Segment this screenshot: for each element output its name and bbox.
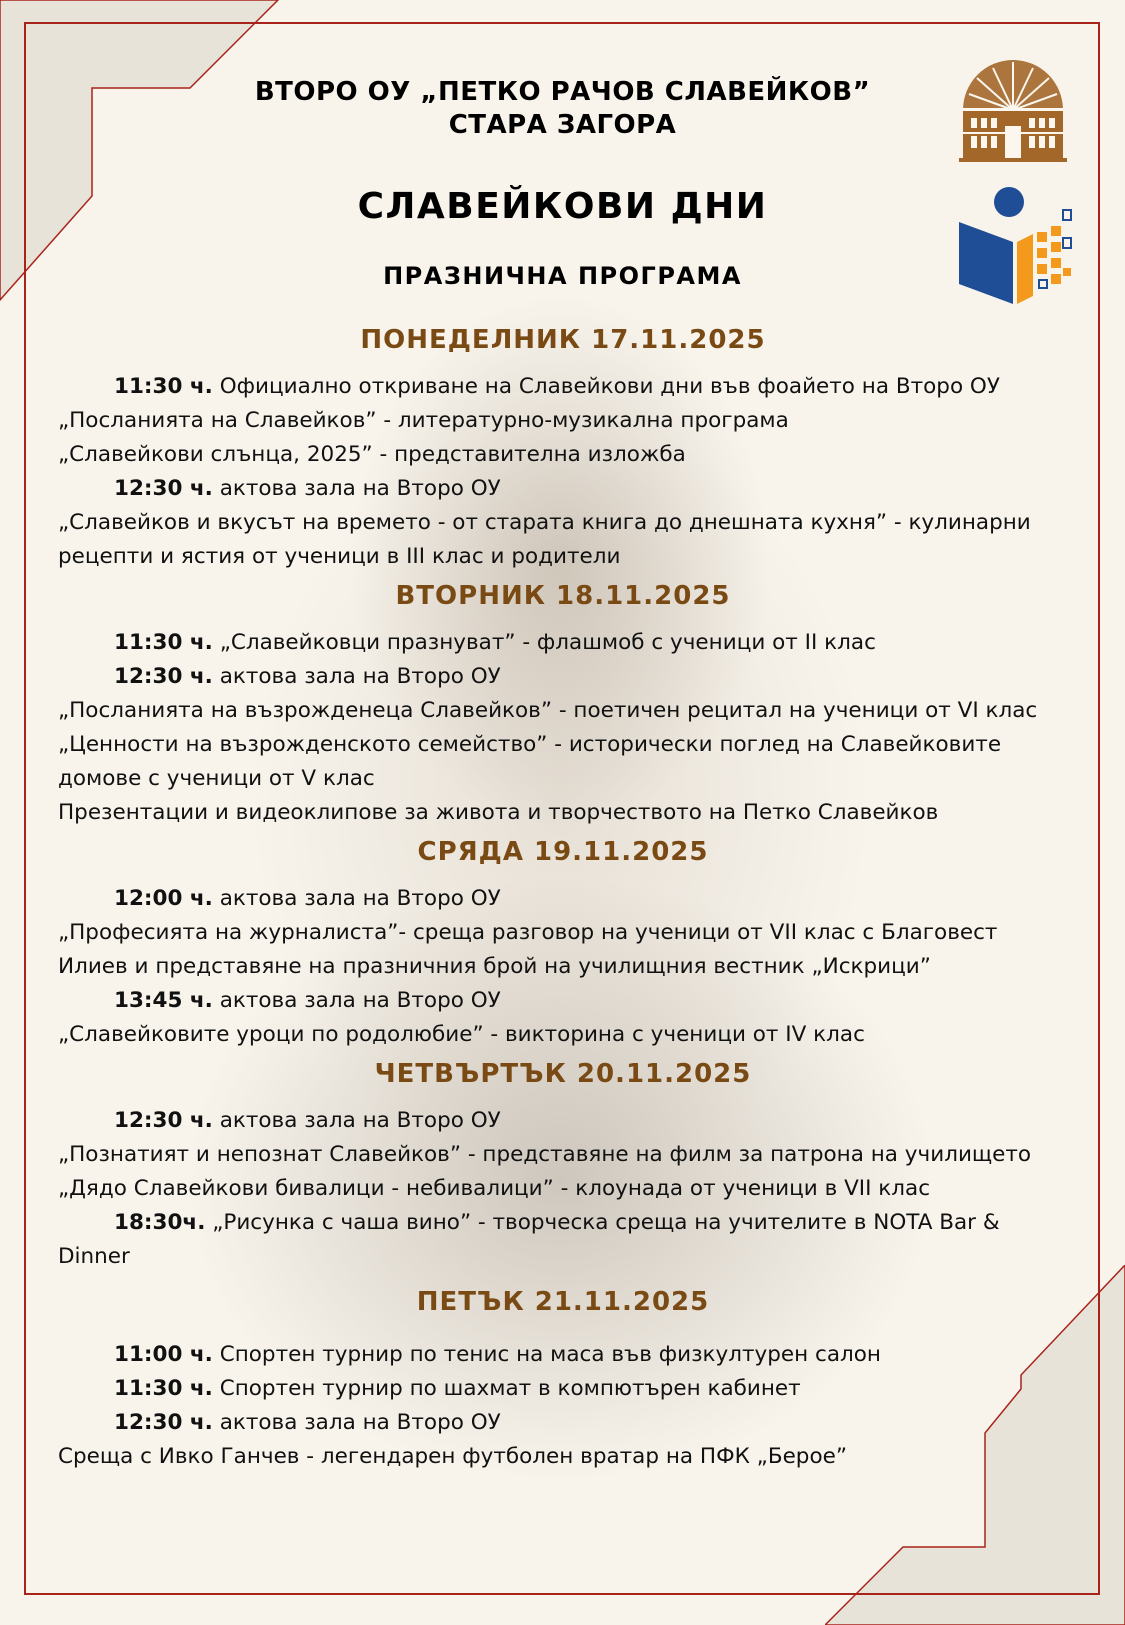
line-text: рецепти и ястия от ученици в III клас и родители	[58, 544, 621, 569]
school-header	[0, 76, 1125, 142]
program-line	[58, 404, 1068, 438]
program-line	[58, 1104, 1068, 1138]
line-text: Спортен турнир по тенис на маса във физкултурен салон	[212, 1342, 881, 1367]
day-section-monday	[58, 322, 1068, 574]
time-label: 11:30 ч.	[114, 630, 213, 655]
line-text: актова зала на Второ ОУ	[212, 1108, 501, 1133]
event-title: СЛАВЕЙКОВИ ДНИ	[357, 186, 768, 227]
line-text: „Славейковци празнуват” - флашмоб с ученици от II клас	[212, 630, 876, 655]
program-line	[58, 1240, 1068, 1274]
line-text: „Рисунка с чаша вино” - творческа среща на учителите в NOTA Bar &	[205, 1210, 1000, 1235]
time-label: 11:30 ч.	[114, 374, 213, 399]
program-line	[58, 762, 1068, 796]
line-text: актова зала на Второ ОУ	[212, 476, 501, 501]
time-label: 12:00 ч.	[114, 886, 213, 911]
program-line	[58, 540, 1068, 574]
line-text: домове с ученици от V клас	[58, 766, 375, 791]
day-title: СРЯДА 19.11.2025	[417, 837, 709, 867]
time-label: 13:45 ч.	[114, 988, 213, 1013]
line-text: актова зала на Второ ОУ	[212, 886, 501, 911]
line-text: „Познатият и непознат Славейков” - представяне на филм за патрона на училището	[58, 1142, 1032, 1167]
program-line	[58, 1406, 1068, 1440]
program-line	[58, 728, 1068, 762]
line-text: Dinner	[58, 1244, 130, 1269]
day-title: ВТОРНИК 18.11.2025	[395, 581, 731, 611]
program-title: ПРАЗНИЧНА ПРОГРАМА	[383, 262, 742, 290]
program-line	[58, 1138, 1068, 1172]
line-text: Илиев и представяне на празничния брой на училищния вестник „Искрици”	[58, 954, 931, 979]
program-line	[58, 1372, 1068, 1406]
program-line	[58, 1440, 1068, 1474]
program-line	[58, 626, 1068, 660]
program-line	[58, 506, 1068, 540]
program-line	[58, 370, 1068, 404]
line-text: актова зала на Второ ОУ	[212, 1410, 501, 1435]
program-line	[58, 1206, 1068, 1240]
program-line	[58, 438, 1068, 472]
time-label: 12:30 ч.	[114, 1410, 213, 1435]
program-line	[58, 472, 1068, 506]
school-city: СТАРА ЗАГОРА	[448, 110, 677, 140]
program-line	[58, 694, 1068, 728]
day-section-thursday	[58, 1056, 1068, 1274]
program-line	[58, 1018, 1068, 1052]
day-title: ПОНЕДЕЛНИК 17.11.2025	[360, 325, 766, 355]
line-text: Официално откриване на Славейкови дни във фоайето на Второ ОУ	[212, 374, 1000, 399]
line-text: „Славейков и вкусът на времето - от старата книга до днешната кухня” - кулинарни	[58, 510, 1031, 535]
school-name: ВТОРО ОУ „ПЕТКО РАЧОВ СЛАВЕЙКОВ”	[254, 77, 871, 107]
time-label: 18:30ч.	[114, 1210, 206, 1235]
day-section-tuesday	[58, 578, 1068, 830]
line-text: Спортен турнир по шахмат в компютърен кабинет	[212, 1376, 801, 1401]
time-label: 12:30 ч.	[114, 664, 213, 689]
line-text: „Посланията на Славейков” - литературно-музикална програма	[58, 408, 789, 433]
line-text: актова зала на Второ ОУ	[212, 988, 501, 1013]
line-text: актова зала на Второ ОУ	[212, 664, 501, 689]
program-line	[58, 916, 1068, 950]
day-section-wednesday	[58, 834, 1068, 1052]
day-title: ЧЕТВЪРТЪК 20.11.2025	[374, 1059, 752, 1089]
line-text: „Славейкови слънца, 2025” - представителна изложба	[58, 442, 686, 467]
program-line	[58, 796, 1068, 830]
program-line	[58, 984, 1068, 1018]
program-line	[58, 660, 1068, 694]
line-text: „Славейковите уроци по родолюбие” - викторина с ученици от IV клас	[58, 1022, 865, 1047]
day-section-friday	[58, 1284, 1068, 1474]
program-line	[58, 1172, 1068, 1206]
program-line	[58, 1338, 1068, 1372]
program-line	[58, 950, 1068, 984]
line-text: Презентации и видеоклипове за живота и творчеството на Петко Славейков	[58, 800, 939, 825]
line-text: „Ценности на възрожденското семейство” - исторически поглед на Славейковите	[58, 732, 1002, 757]
program-content	[58, 318, 1068, 1474]
line-text: „Професията на журналиста”- среща разговор на ученици от VII клас с Благовест	[58, 920, 998, 945]
line-text: „Посланията на възрожденеца Славейков” - поетичен рецитал на ученици от VI клас	[58, 698, 1038, 723]
time-label: 12:30 ч.	[114, 1108, 213, 1133]
line-text: „Дядо Славейкови бивалици - небивалици” - клоунада от ученици в VII клас	[58, 1176, 931, 1201]
day-title: ПЕТЪК 21.11.2025	[416, 1287, 710, 1317]
time-label: 11:30 ч.	[114, 1376, 213, 1401]
program-line	[58, 882, 1068, 916]
line-text: Среща с Ивко Ганчев - легендарен футболен вратар на ПФК „Берое”	[58, 1444, 847, 1469]
time-label: 12:30 ч.	[114, 476, 213, 501]
time-label: 11:00 ч.	[114, 1342, 213, 1367]
